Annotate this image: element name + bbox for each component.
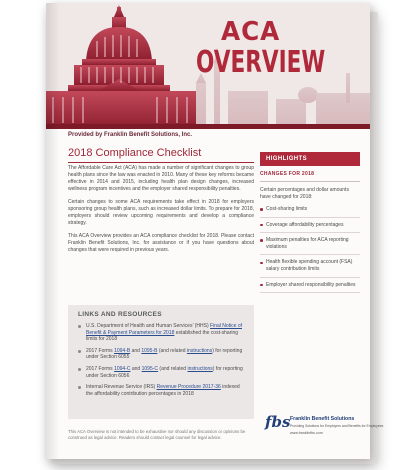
list-item-text: ) for reporting under Section 6055 <box>86 347 243 361</box>
instructions-link[interactable]: instructions <box>187 365 213 372</box>
company-logo <box>265 413 384 443</box>
legal-disclaimer: This ACA Overview is not intended to be exhaustive nor should any discussion or opinions be construed as legal advice. Readers should contact legal counsel for legal advice. <box>68 429 246 440</box>
list-item-text: indexed the affordability contribution percentages in 2018 <box>86 384 240 397</box>
hhs-final-notice-link[interactable]: Final Notice of Benefit & Payment Parameters for 2018 <box>86 323 242 336</box>
instructions-link[interactable]: instructions <box>186 347 213 354</box>
list-item: Coverage affordability percentages <box>260 222 360 234</box>
intro-paragraph: Certain changes to some ACA requirements take effect in 2018 for employers sponsoring group health plans, such as increased dollar limits. To prepare for 2018, employers should review upcoming requirements and develop a compliance strategy. <box>68 199 254 226</box>
list-item: Cost-sharing limits <box>260 206 360 218</box>
intro-paragraph: The Affordable Care Act (ACA) has made a number of significant changes to group health plans since the law was enacted in 2010. Many of these key reforms became effective in 2014 and 2015, including health plan design changes, increased wellness program incentives and the employer shared responsibility penalties. <box>68 165 254 192</box>
list-item-text: 2017 Forms <box>86 347 115 354</box>
links-title: LINKS AND RESOURCES <box>78 311 162 318</box>
logo-mark: fbs <box>265 413 291 431</box>
intro-text-column <box>68 165 254 260</box>
list-item-text: and <box>130 347 142 354</box>
list-item-text: established the cost-sharing limits for 2018 <box>86 329 239 343</box>
list-item-text: and <box>130 365 142 372</box>
heading-divider <box>68 162 254 163</box>
links-list <box>78 323 248 402</box>
checklist-heading: 2018 Compliance Checklist <box>68 147 202 159</box>
highlights-sidebar <box>260 171 360 297</box>
intro-paragraph: This ACA Overview provides an ACA compliance checklist for 2018. Please contact Franklin Benefit Solutions, Inc. for assistance or if you have questions about changes that were required in previous years. <box>68 233 254 253</box>
form-1095c-link[interactable]: 1095-C <box>141 365 159 372</box>
form-1094b-link[interactable]: 1094-B <box>114 347 131 354</box>
cover-title-overview: OVERVIEW <box>196 45 326 80</box>
list-item-text: 2017 Forms <box>86 365 115 372</box>
list-item-text: (and related <box>157 347 187 354</box>
list-item <box>78 323 248 343</box>
changes-subheading: CHANGES FOR 2018 <box>260 171 315 177</box>
highlights-list <box>260 206 360 293</box>
provided-by-text: Provided by Franklin Benefit Solutions, Inc. <box>68 132 193 138</box>
cover-title-aca: ACA <box>221 17 281 47</box>
logo-url: www.franklinfbs.com <box>290 431 323 435</box>
list-item-text: Internal Revenue Service (IRS) <box>86 384 157 391</box>
list-item-text: ) for reporting under Section 6056 <box>86 365 243 379</box>
sidebar-divider <box>260 181 360 182</box>
sidebar-intro: Certain percentages and dollar amounts have changed for 2018: <box>260 187 349 200</box>
logo-name: Franklin Benefit Solutions <box>290 416 355 422</box>
links-and-resources-box <box>68 305 254 419</box>
form-1095b-link[interactable]: 1095-B <box>141 347 158 354</box>
list-item-text: U.S. Department of Health and Human Services’ (HHS) <box>86 323 211 329</box>
capitol-hero-image <box>46 3 370 129</box>
logo-tagline: Providing Solutions for Employers and Benefits for Employees <box>290 424 384 428</box>
list-item <box>78 384 248 397</box>
list-item <box>78 348 248 361</box>
list-item: Health flexible spending account (FSA) salary contribution limits <box>260 259 360 277</box>
brochure-page <box>46 3 384 459</box>
list-item: Employer shared responsibility penalties <box>260 282 360 294</box>
list-item: Maximum penalties for ACA reporting violations <box>260 237 360 255</box>
highlights-header: HIGHLIGHTS <box>260 152 360 166</box>
form-1094c-link[interactable]: 1094-C <box>114 365 131 372</box>
list-item <box>78 366 248 379</box>
revenue-procedure-link[interactable]: Revenue Procedure 2017-36 <box>156 384 221 391</box>
list-item-text: (and related <box>158 365 188 372</box>
